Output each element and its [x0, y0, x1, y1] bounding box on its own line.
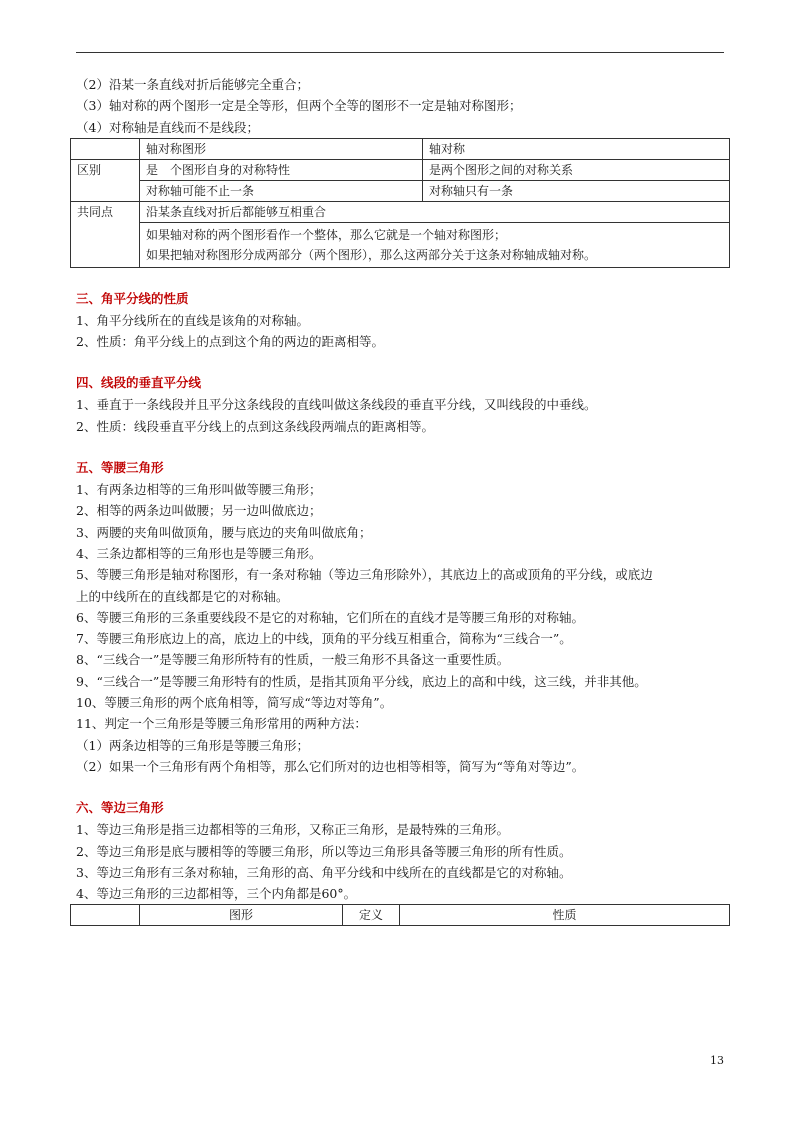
table2-header-definition: 定义	[343, 905, 400, 926]
section-5-line: 9、“三线合一”是等腰三角形特有的性质，是指其顶角平分线，底边上的高和中线，这三线，并非其他。	[76, 673, 647, 689]
section-5-line: （2）如果一个三角形有两个角相等，那么它们所对的边也相等相等，简写为“等角对等边”。	[76, 758, 585, 774]
table1-diff-cell: 对称轴可能不止一条	[140, 180, 423, 201]
intro-line-3: （3）轴对称的两个图形一定是全等形，但两个全等的图形不一定是轴对称图形；	[76, 98, 522, 114]
table2-header-empty	[71, 905, 140, 926]
intro-line-2: （2）沿某一条直线对折后能够完全重合；	[76, 77, 309, 92]
section-5-line: 6、等腰三角形的三条重要线段不是它的对称轴，它们所在的直线才是等腰三角形的对称轴。	[76, 609, 584, 625]
table2-header-property: 性质	[400, 905, 730, 926]
section-3-line: 1、角平分线所在的直线是该角的对称轴。	[76, 312, 309, 328]
table1-common-cell: 沿某条直线对折后都能够互相重合	[140, 201, 730, 222]
section-6-line: 4、等边三角形的三边都相等，三个内角都是60°。	[76, 886, 357, 902]
triangle-summary-table	[70, 904, 730, 926]
section-5-line: 2、相等的两条边叫做腰；另一边叫做底边；	[76, 503, 322, 519]
table1-diff-cell: 是 个图形自身的对称特性	[140, 159, 423, 180]
intro-line-4: （4）对称轴是直线而不是线段；	[76, 119, 259, 135]
table1-header-axial-figure: 轴对称图形	[140, 138, 423, 159]
section-5-line: 10、等腰三角形的两个底角相等，简写成“等边对等角”。	[76, 695, 393, 711]
table1-header-empty	[71, 138, 140, 159]
table1-common-cell-multiline	[140, 222, 730, 267]
section-5-line: （1）两条边相等的三角形是等腰三角形；	[76, 737, 309, 753]
table2-header-figure: 图形	[140, 905, 343, 926]
table1-common-label: 共同点	[71, 201, 140, 267]
header-rule	[76, 52, 724, 53]
section-3-line: 2、性质：角平分线上的点到这个角的两边的距离相等。	[76, 334, 384, 350]
section-5-line: 3、两腰的夹角叫做顶角，腰与底边的夹角叫做底角；	[76, 524, 372, 540]
section-5-line: 11、判定一个三角形是等腰三角形常用的两种方法：	[76, 716, 367, 732]
section-6-line: 3、等边三角形有三条对称轴，三角形的高、角平分线和中线所在的直线都是它的对称轴。	[76, 864, 572, 880]
section-6-line: 1、等边三角形是指三边都相等的三角形，又称正三角形，是最特殊的三角形。	[76, 822, 509, 838]
section-5-line: 上的中线所在的直线都是它的对称轴。	[76, 588, 289, 604]
section-5-title: 五、等腰三角形	[76, 460, 164, 476]
section-5-line: 4、三条边都相等的三角形也是等腰三角形。	[76, 545, 322, 561]
table1-diff-cell: 对称轴只有一条	[423, 180, 730, 201]
section-5-line: 1、有两条边相等的三角形叫做等腰三角形；	[76, 482, 322, 498]
page-number: 13	[710, 1054, 724, 1067]
section-4-line: 2、性质：线段垂直平分线上的点到这条线段两端点的距离相等。	[76, 418, 434, 434]
section-6-line: 2、等边三角形是底与腰相等的等腰三角形，所以等边三角形具备等腰三角形的所有性质。	[76, 843, 572, 859]
section-4-line: 1、垂直于一条线段并且平分这条线段的直线叫做这条线段的垂直平分线，又叫线段的中垂线。	[76, 397, 597, 413]
table1-common-line: 如果轴对称的两个图形看作一个整体，那么它就是一个轴对称图形；	[146, 227, 507, 242]
table1-common-line: 如果把轴对称图形分成两部分（两个图形），那么这两部分关于这条对称轴成轴对称。	[146, 247, 597, 262]
section-5-line: 7、等腰三角形底边上的高，底边上的中线，顶角的平分线互相重合，简称为“三线合一”。	[76, 631, 572, 647]
section-6-title: 六、等边三角形	[76, 800, 164, 816]
section-4-title: 四、线段的垂直平分线	[76, 375, 202, 391]
section-5-line: 8、“三线合一”是等腰三角形所特有的性质，一般三角形不具备这一重要性质。	[76, 652, 510, 668]
table1-header-axial-symmetry: 轴对称	[423, 138, 730, 159]
section-3-title: 三、角平分线的性质	[76, 290, 189, 306]
table1-diff-label: 区别	[71, 159, 140, 201]
table1-diff-cell: 是两个图形之间的对称关系	[423, 159, 730, 180]
document-body	[76, 74, 732, 926]
section-5-line: 5、等腰三角形是轴对称图形，有一条对称轴（等边三角形除外），其底边上的高或顶角的平分线，或底边	[76, 567, 653, 583]
symmetry-comparison-table	[70, 138, 730, 268]
